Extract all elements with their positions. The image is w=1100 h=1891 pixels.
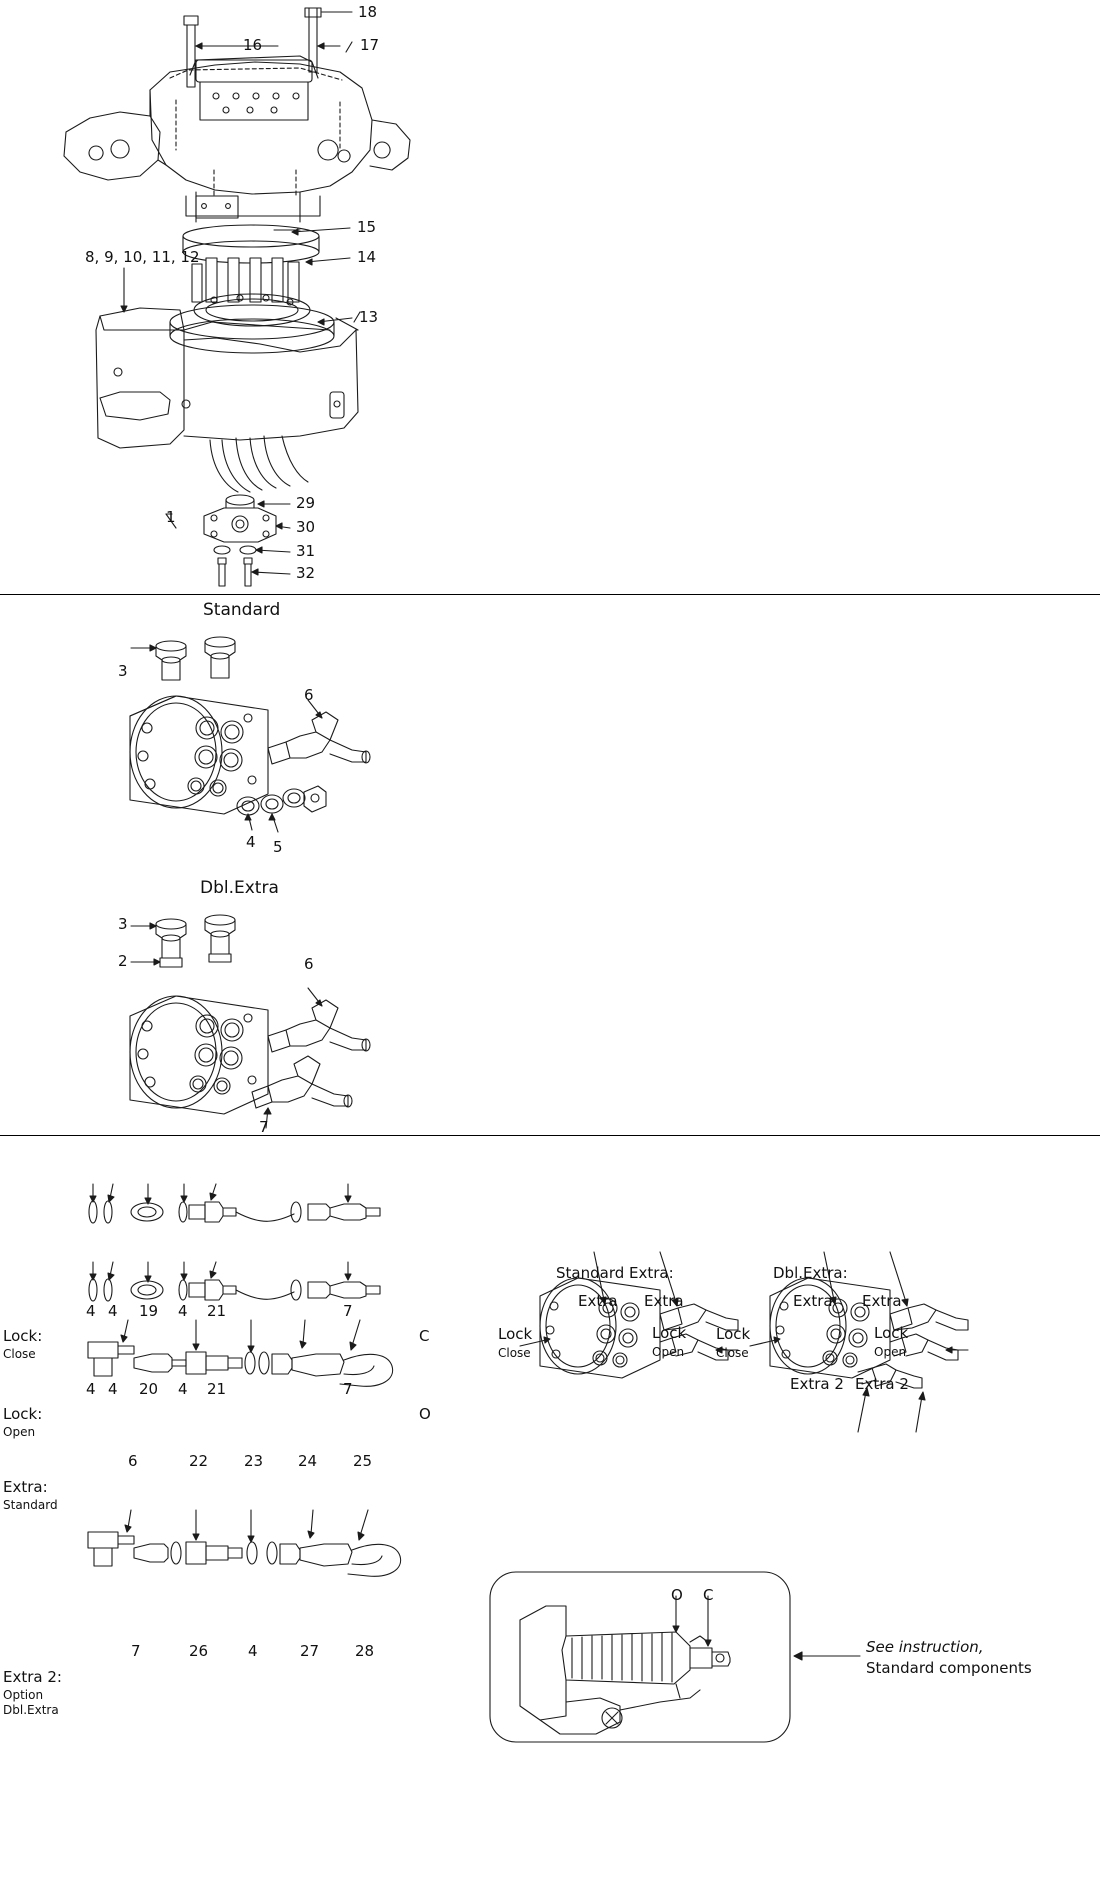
callout-r4-26: 26 [189,1642,209,1660]
callout-std-3: 3 [118,662,128,680]
cylinder-mark-c: C [703,1586,714,1604]
callout-8-9-10-11-12: 8, 9, 10, 11, 12 [85,248,200,266]
dbl-label-lock-open: Open [874,1345,907,1359]
callout-r2-21: 21 [207,1380,227,1398]
callout-16: 16 [243,36,263,54]
callout-r1-21: 21 [207,1302,227,1320]
callout-r3-23: 23 [244,1452,264,1470]
callout-std-5: 5 [273,838,283,856]
row-sublabel-open: Open [3,1425,36,1439]
std-extra-title: Standard Extra: [556,1264,674,1282]
std-label-lock-close: Close [498,1346,531,1360]
row-endmark-o: O [419,1405,431,1423]
std-label-extra-2: Extra [644,1292,684,1310]
hose-kits-drawing [0,1150,1100,1891]
row-label-extra2: Extra 2: [3,1668,62,1686]
instruction-note-line2: Standard components [866,1659,1032,1677]
callout-std-4: 4 [246,833,256,851]
callout-r1-19: 19 [139,1302,159,1320]
callout-r2-7: 7 [343,1380,353,1398]
callout-r4-4: 4 [248,1642,258,1660]
row-sublabel-dblextra: Dbl.Extra [3,1703,59,1717]
row-sublabel-close: Close [3,1347,36,1361]
dbl-label-extra2-b: Extra 2 [855,1375,909,1393]
callout-r2-4a: 4 [86,1380,96,1398]
dbl-extra-title: Dbl.Extra: [773,1264,848,1282]
callout-r4-28: 28 [355,1642,375,1660]
section-divider-2 [0,1135,1100,1136]
callout-31: 31 [296,542,316,560]
callout-17: 17 [360,36,380,54]
row-label-lock-open: Lock: [3,1405,43,1423]
main-assembly-drawing [0,0,1100,600]
callout-r1-4a: 4 [86,1302,96,1320]
std-label-lock-left: Lock [498,1325,533,1343]
callout-r4-7: 7 [131,1642,141,1660]
callout-dbl-2: 2 [118,952,128,970]
callout-r2-20: 20 [139,1380,159,1398]
callout-29: 29 [296,494,316,512]
instruction-note-line1: See instruction, [866,1638,984,1656]
row-sublabel-option: Option [3,1688,44,1702]
cylinder-mark-o: O [671,1586,683,1604]
dbl-label-extra-2: Extra [862,1292,902,1310]
dbl-label-lock-close: Close [716,1346,749,1360]
callout-std-6: 6 [304,686,314,704]
callout-r3-24: 24 [298,1452,318,1470]
callout-r3-25: 25 [353,1452,373,1470]
row-label-extra: Extra: [3,1478,48,1496]
row-sublabel-standard: Standard [3,1498,58,1512]
callout-13: 13 [359,308,379,326]
section-title-standard: Standard [203,600,281,620]
callout-dbl-3: 3 [118,915,128,933]
callout-14: 14 [357,248,377,266]
callout-r3-6: 6 [128,1452,138,1470]
callout-r2-4c: 4 [178,1380,188,1398]
callout-r2-4b: 4 [108,1380,118,1398]
dbl-label-lock-left: Lock [716,1325,751,1343]
dbl-extra-valve-drawing [0,900,1100,1135]
callout-r4-27: 27 [300,1642,320,1660]
row-endmark-c: C [419,1327,430,1345]
std-label-lock-open: Open [652,1345,685,1359]
callout-r1-4c: 4 [178,1302,188,1320]
dbl-label-extra2-a: Extra 2 [790,1375,844,1393]
callout-dbl-7: 7 [259,1118,269,1136]
dbl-label-extra-1: Extra [793,1292,833,1310]
row-label-lock-close: Lock: [3,1327,43,1345]
callout-1: 1 [166,508,176,526]
callout-r3-22: 22 [189,1452,209,1470]
callout-dbl-6: 6 [304,955,314,973]
callout-32: 32 [296,564,316,582]
callout-18: 18 [358,3,378,21]
std-label-lock: Lock [652,1324,687,1342]
dbl-label-lock: Lock [874,1324,909,1342]
callout-r1-7: 7 [343,1302,353,1320]
callout-15: 15 [357,218,377,236]
callout-30: 30 [296,518,316,536]
standard-valve-drawing [0,600,1100,875]
std-label-extra-1: Extra [578,1292,618,1310]
callout-r1-4b: 4 [108,1302,118,1320]
section-title-dblextra: Dbl.Extra [200,878,279,898]
